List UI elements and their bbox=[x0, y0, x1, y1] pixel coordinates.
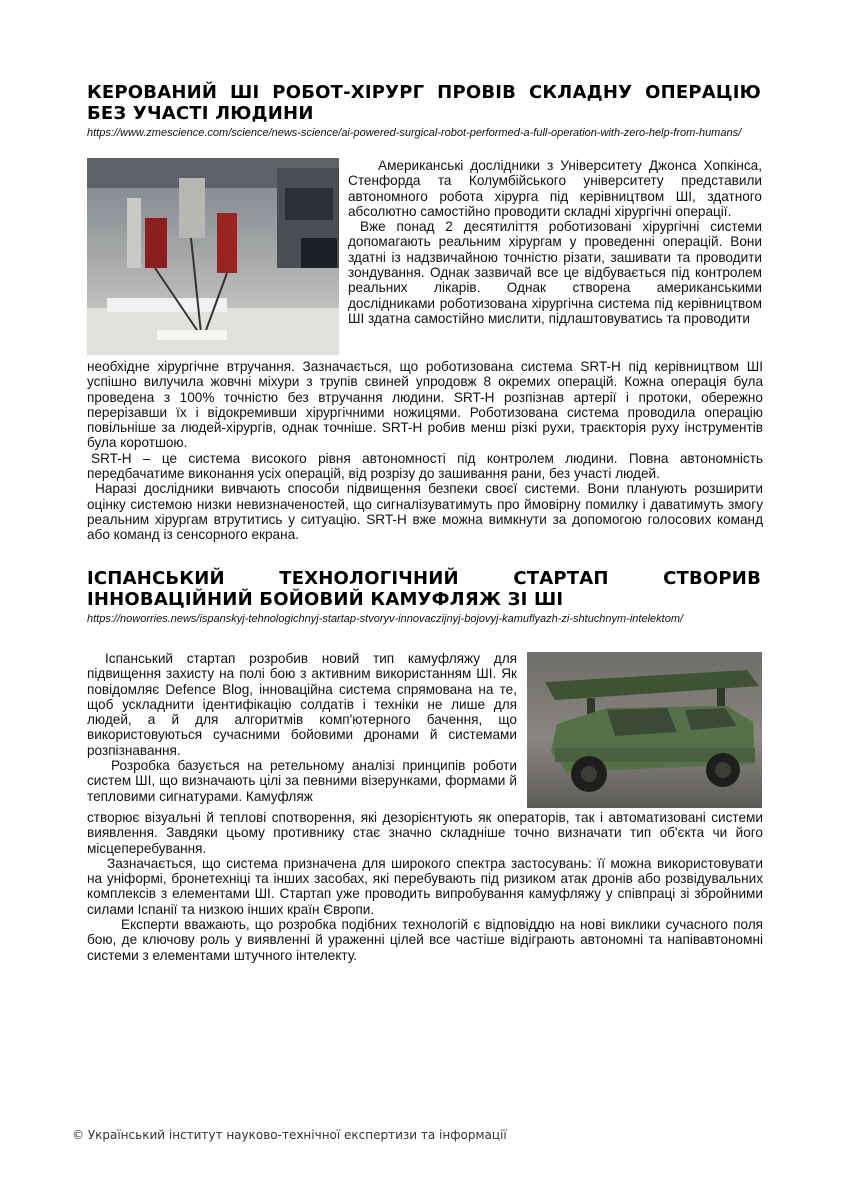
copyright-footer: © Український інститут науково-технічної експертизи та інформації bbox=[72, 1128, 507, 1142]
article2-paragraph-4: Експерти вважають, що розробка подібних технологій є відповіддю на нові виклики сучасного поля бою, де ключову роль у виявленні й ураженні цілей все частіше відіграють автономні та напівавтономні системи з елементами штучного інтелекту. bbox=[87, 917, 763, 963]
article2-body-full bbox=[87, 810, 763, 963]
article1-source-link[interactable]: https://www.zmescience.com/science/news-science/ai-powered-surgical-robot-performed-a-full-operation-with-zero-help-from-humans/ bbox=[87, 127, 742, 139]
article2-source-link[interactable]: https://noworries.news/ispanskyj-tehnologichnyj-startap-stvoryv-innovaczijnyj-bojovyj-kamuflyazh-zi-shtuchnym-intelektom/ bbox=[87, 613, 684, 625]
article2-body-wrapped bbox=[87, 651, 517, 804]
article2-paragraph-2b: створює візуальні й теплові спотворення, які дезорієнтують як операторів, так і автоматизовані системи виявлення. Завдяки цьому противнику стає значно складніше точно визначати тип об'єкта чи його місцеперебування. bbox=[87, 810, 763, 856]
article1-body-wrapped bbox=[348, 158, 762, 326]
article1-headline: КЕРОВАНИЙ ШІ РОБОТ-ХІРУРГ ПРОВІВ СКЛАДНУ ОПЕРАЦІЮ БЕЗ УЧАСТІ ЛЮДИНИ bbox=[87, 82, 761, 124]
article1-paragraph-2b: необхідне хірургічне втручання. Зазначається, що роботизована система SRT-H під керівництвом ШІ успішно вилучила жовчні міхури з трупів свиней упродовж 8 окремих операцій. Кожна операція була проведена з 100% точністю без втручання людини. SRT-H розпізнав артерії і протоки, обережно перерізавши їх і відокремивши хірургічними ножицями. Роботизована система проводила операцію повільніше за людей-хірургів, однак точніше. SRT-H робив менш різкі рухи, траєкторія руху інструментів була коротшою. bbox=[87, 359, 763, 451]
article1-paragraph-4: Наразі дослідники вивчають способи підвищення безпеки своєї системи. Вони планують розширити оцінку системою низки невизначеностей, що сигналізуватимуть про ймовірну помилку і даватимуть змогу реальним хірургам втрутитись у ситуацію. SRT-H вже можна вимкнути за допомогою голосових команд або команд із сенсорного екрана. bbox=[87, 481, 763, 543]
article1-paragraph-3: SRT-H – це система високого рівня автономності під контролем людини. Повна автономність передбачатиме виконання усіх операцій, від розрізу до зашивання рани, без участі людей. bbox=[87, 450, 763, 482]
article1-body-full bbox=[87, 359, 763, 543]
article2-headline: ІСПАНСЬКИЙ ТЕХНОЛОГІЧНИЙ СТАРТАП СТВОРИВ ІННОВАЦІЙНИЙ БОЙОВИЙ КАМУФЛЯЖ ЗІ ШІ bbox=[87, 568, 761, 610]
article1-paragraph-1: Американські дослідники з Університету Джонса Хопкінса, Стенфорда та Колумбійського університету представили автономного робота хірурга під керівництвом ШІ, здатного абсолютно самостійно проводити складні хірургічні операції. bbox=[348, 158, 762, 219]
article2-paragraph-2a: Розробка базується на ретельному аналізі принципів роботи систем ШІ, що визначають цілі за певними візерунками, формами й тепловими сигнатурами. Камуфляж bbox=[87, 758, 517, 804]
camouflage-vehicle-photo bbox=[527, 652, 762, 808]
article2-paragraph-3: Зазначається, що система призначена для широкого спектра застосувань: її можна використовувати на уніформі, бронетехніці та інших засобах, які перебувають під ризиком атак дронів або розвідувальних комплексів з елементами ШІ. Стартап уже проводить випробування камуфляжу у співпраці зі збройними силами Іспанії та низкою інших країн Європи. bbox=[87, 855, 763, 917]
article2-paragraph-1: Іспанський стартап розробив новий тип камуфляжу для підвищення захисту на полі бою з активним використанням ШІ. Як повідомляє Defence Blog, інноваційна система спрямована на те, щоб ускладнити ідентифікацію солдатів і техніки не лише для людей, а й для алгоритмів комп'ютерного бачення, що використовуються сучасними бойовими дронами й системами розпізнавання. bbox=[87, 651, 517, 758]
article1-paragraph-2a: Вже понад 2 десятиліття роботизовані хірургічні системи допомагають реальним хірургам у проведенні операцій. Вони здатні із надзвичайною точністю різати, зашивати та проводити зондування. Однак зазвичай все це відбувається під контролем реальних лікарів. Однак створена американськими дослідниками роботизована хірургічна система під керівництвом ШІ здатна самостійно мислити, підлаштовуватись та проводити bbox=[348, 219, 762, 326]
surgical-robot-photo bbox=[87, 158, 339, 355]
